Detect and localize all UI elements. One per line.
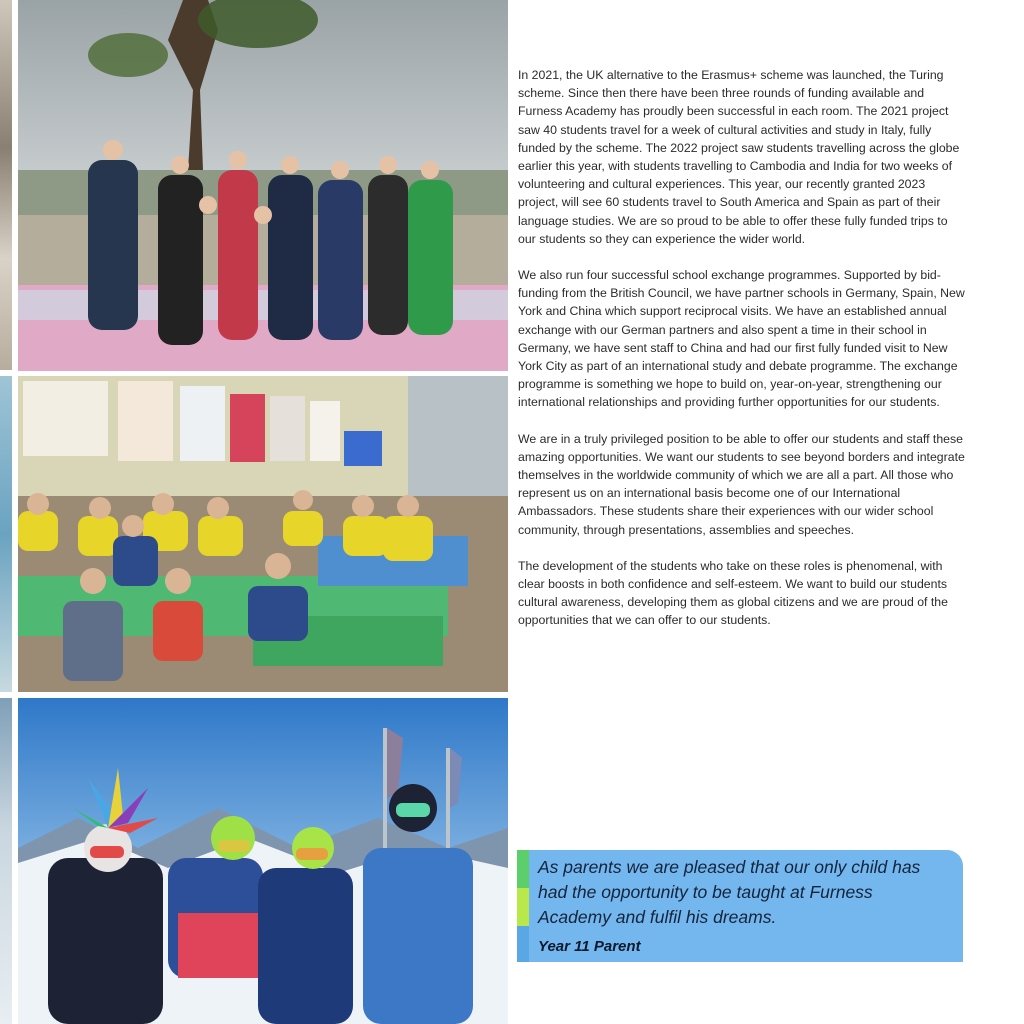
photo-classroom xyxy=(18,376,508,692)
quote-accent-bar-lime xyxy=(517,888,529,926)
article-body xyxy=(518,66,968,648)
quote-accent-bar-blue xyxy=(517,926,529,962)
quote-text: As parents we are pleased that our only child has had the opportunity to be taught at Furness Academy and fulfil his dreams. xyxy=(538,857,921,927)
quote-accent-bar-green xyxy=(517,850,529,888)
article-paragraph-turing: In 2021, the UK alternative to the Erasmus+ scheme was launched, the Turing scheme. Since then there have been three rounds of funding available and Furness Academy has proudly been successful in each room. The 2021 project saw 40 students travel for a week of cultural activities and study in Italy, fully funded by the scheme. The 2022 project saw students travelling across the globe earlier this year, with students travelling to Cambodia and India for two weeks of volunteering and cultural experiences. This year, our recently granted 2023 project, will see 60 students travel to South America and Spain as part of their language studies. We are so proud to be able to offer these fully funded trips to our students so they can experience the wider world. xyxy=(518,68,960,246)
parent-quote-box xyxy=(517,850,963,962)
edge-photo-strip-bottom xyxy=(0,698,12,1024)
edge-photo-strip-top xyxy=(0,0,12,370)
photo-group-terrace xyxy=(18,0,508,371)
article-paragraph-ambassadors: We are in a truly privileged position to be able to offer our students and staff these amazing opportunities. We want our students to see beyond borders and integrate themselves in the worldwide community of which we are all a part. All those who represent us on an international basis become one of our International Ambassadors. These students share their experiences with our wider school community, through presentations, assemblies and speeches. xyxy=(518,431,965,537)
article-paragraph-development: The development of the students who take on these roles is phenomenal, with clear boosts in both confidence and self-esteem. We want to build our students cultural awareness, developing them as global citizens and we are proud of the opportunities that we can offer to our students. xyxy=(518,558,948,628)
quote-author: Year 11 Parent xyxy=(538,938,641,955)
photo-ski-group xyxy=(18,698,508,1024)
article-paragraph-exchange: We also run four successful school exchange programmes. Supported by bid-funding from the British Council, we have partner schools in Germany, Spain, New York and China which support reciprocal visits. We have an established annual exchange with our German partners and also spent a time in their school in Germany, we have sent staff to China and had our first fully funded visit to New York City as part of an international study and debate programme. The exchange programme is something we hope to build on, year-on-year, strengthening our international relationships and providing further opportunities for our students. xyxy=(518,268,965,410)
edge-photo-strip-middle xyxy=(0,376,12,692)
